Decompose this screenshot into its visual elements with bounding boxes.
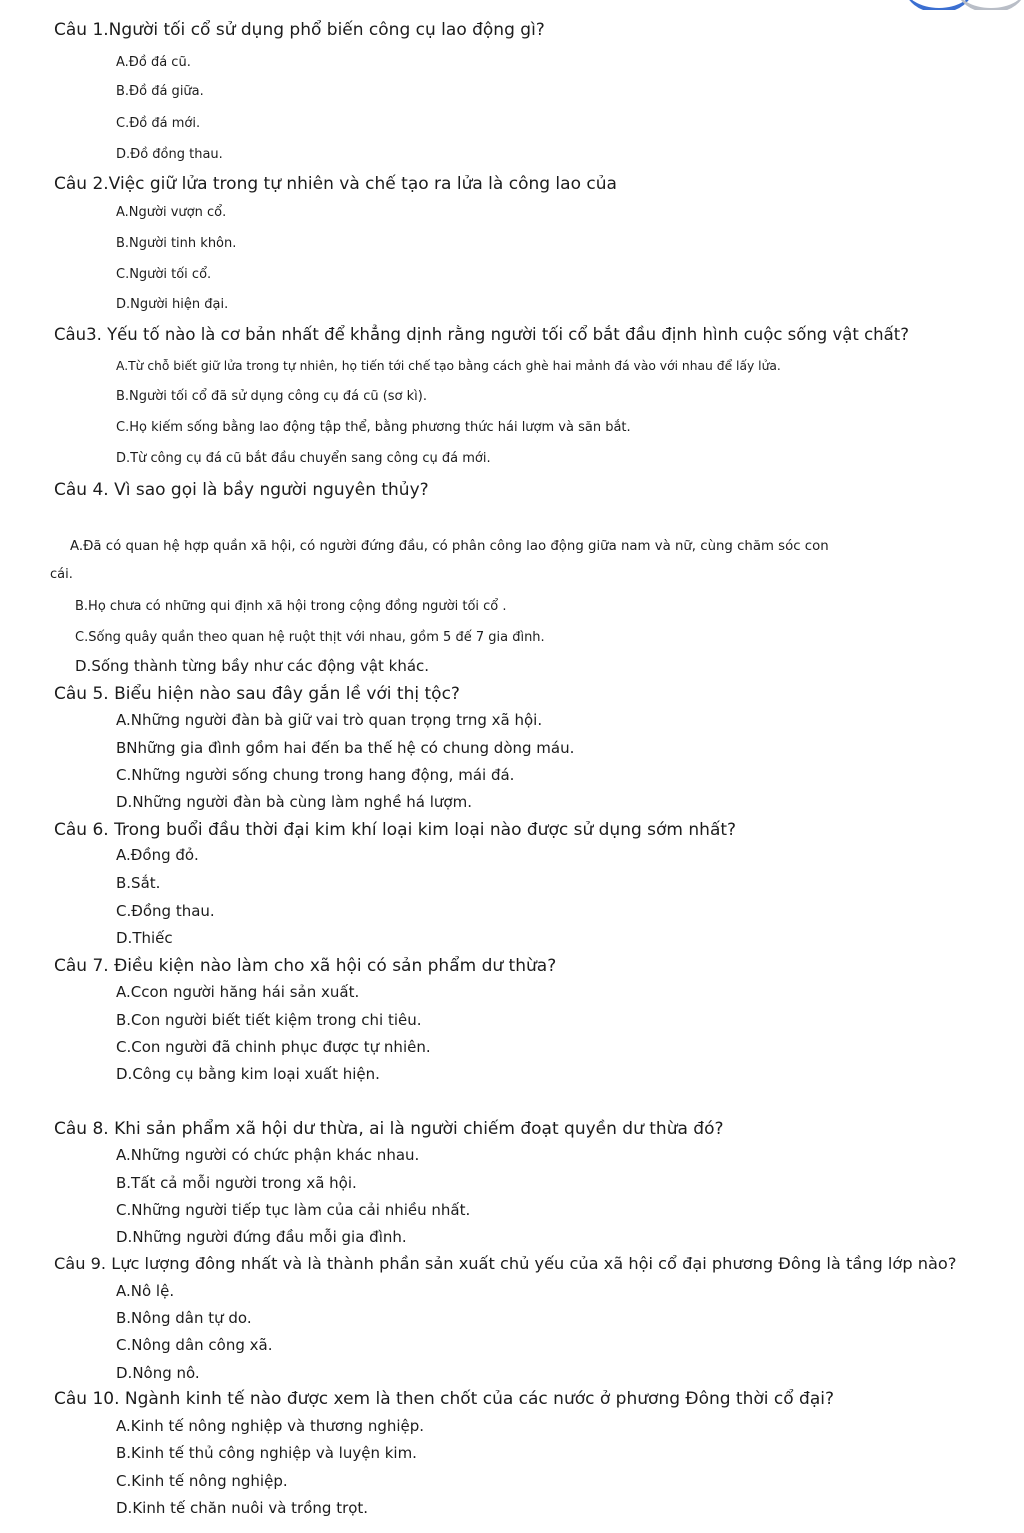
question-8-option-b: B.Tất cả mỗi người trong xã hội.	[116, 1174, 357, 1192]
question-2: Câu 2.Việc giữ lửa trong tự nhiên và chế tạo ra lửa là công lao của	[54, 174, 617, 194]
question-1-option-c: C.Đồ đá mới.	[116, 116, 201, 131]
question-2-option-c: C.Người tối cổ.	[116, 267, 212, 282]
question-3-option-b: B.Người tối cổ đã sử dụng công cụ đá cũ (sơ kì).	[116, 389, 427, 404]
question-5-option-a: A.Những người đàn bà giữ vai trò quan trọng trng xã hội.	[116, 711, 543, 729]
question-8-option-a: A.Những người có chức phận khác nhau.	[116, 1146, 420, 1164]
question-7-option-c: C.Con người đã chinh phục được tự nhiên.	[116, 1038, 431, 1056]
question-7-option-d: D.Công cụ bằng kim loại xuất hiện.	[116, 1065, 380, 1083]
question-9-option-c: C.Nông dân công xã.	[116, 1336, 273, 1354]
question-3: Câu3. Yếu tố nào là cơ bản nhất để khẳng dịnh rằng người tối cổ bắt đầu định hình cuộc sống vật chất?	[54, 325, 909, 344]
question-3-option-a: A.Từ chỗ biết giữ lửa trong tự nhiên, họ tiến tới chế tạo bằng cách ghè hai mảnh đá vào với nhau để lấy lửa.	[116, 359, 781, 373]
question-3-option-c: C.Họ kiếm sống bằng lao động tập thể, bằng phương thức hái lượm và săn bắt.	[116, 420, 631, 435]
question-10: Câu 10. Ngành kinh tế nào được xem là then chốt của các nước ở phương Đông thời cổ đại?	[54, 1389, 835, 1409]
question-1: Câu 1.Người tối cổ sử dụng phổ biến công cụ lao động gì?	[54, 20, 545, 40]
question-4-option-c: C.Sống quây quần theo quan hệ ruột thịt với nhau, gồm 5 đế 7 gia đình.	[75, 630, 545, 645]
question-10-option-d: D.Kinh tế chăn nuôi và trồng trọt.	[116, 1499, 369, 1517]
question-6-option-c: C.Đồng thau.	[116, 902, 215, 920]
question-4-option-a-continued: cái.	[50, 567, 73, 582]
question-10-option-b: B.Kinh tế thủ công nghiệp và luyện kim.	[116, 1444, 417, 1462]
question-4-option-b: B.Họ chưa có những qui định xã hội trong cộng đồng người tối cổ .	[75, 599, 507, 614]
question-8-option-c: C.Những người tiếp tục làm của cải nhiều nhất.	[116, 1201, 471, 1219]
question-5: Câu 5. Biểu hiện nào sau đây gắn lề với thị tộc?	[54, 684, 460, 704]
question-2-option-d: D.Người hiện đại.	[116, 297, 229, 312]
question-7-option-b: B.Con người biết tiết kiệm trong chi tiêu.	[116, 1011, 422, 1029]
question-7-option-a: A.Ccon người hăng hái sản xuất.	[116, 983, 360, 1001]
question-6-option-b: B.Sắt.	[116, 874, 161, 892]
question-9-option-b: B.Nông dân tự do.	[116, 1309, 252, 1327]
question-6-option-d: D.Thiếc	[116, 929, 173, 947]
question-4-option-a: A.Đã có quan hệ hợp quần xã hội, có người đứng đầu, có phân công lao động giữa nam và nữ, cùng chăm sóc con	[70, 539, 829, 554]
corner-decoration	[894, 0, 1024, 10]
question-4-option-d: D.Sống thành từng bầy như các động vật khác.	[75, 657, 430, 675]
question-4: Câu 4. Vì sao gọi là bầy người nguyên thủy?	[54, 480, 429, 500]
question-9-option-d: D.Nông nô.	[116, 1364, 200, 1382]
question-1-option-d: D.Đồ đồng thau.	[116, 147, 223, 162]
question-6-option-a: A.Đồng đỏ.	[116, 846, 199, 864]
question-1-option-a: A.Đồ đá cũ.	[116, 55, 191, 70]
question-5-option-b: BNhững gia đình gồm hai đến ba thế hệ có chung dòng máu.	[116, 739, 575, 757]
question-3-option-d: D.Từ công cụ đá cũ bắt đầu chuyển sang công cụ đá mới.	[116, 451, 491, 466]
question-6: Câu 6. Trong buổi đầu thời đại kim khí loại kim loại nào được sử dụng sớm nhất?	[54, 820, 737, 840]
question-1-option-b: B.Đồ đá giữa.	[116, 84, 204, 99]
question-7: Câu 7. Điều kiện nào làm cho xã hội có sản phẩm dư thừa?	[54, 956, 557, 976]
question-2-option-a: A.Người vượn cổ.	[116, 205, 227, 220]
gray-arc-shape	[956, 0, 1024, 10]
question-5-option-c: C.Những người sống chung trong hang động, mái đá.	[116, 766, 515, 784]
question-10-option-a: A.Kinh tế nông nghiệp và thương nghiệp.	[116, 1417, 425, 1435]
question-10-option-c: C.Kinh tế nông nghiệp.	[116, 1472, 288, 1490]
question-9-option-a: A.Nô lệ.	[116, 1282, 175, 1300]
question-2-option-b: B.Người tinh khôn.	[116, 236, 237, 251]
question-8: Câu 8. Khi sản phẩm xã hội dư thừa, ai là người chiếm đoạt quyền dư thừa đó?	[54, 1119, 724, 1139]
question-8-option-d: D.Những người đứng đầu mỗi gia đình.	[116, 1228, 407, 1246]
question-5-option-d: D.Những người đàn bà cùng làm nghề há lượm.	[116, 793, 472, 811]
question-9: Câu 9. Lực lượng đông nhất và là thành phần sản xuất chủ yếu của xã hội cổ đại phương Đông là tầng lớp nào?	[54, 1254, 957, 1273]
